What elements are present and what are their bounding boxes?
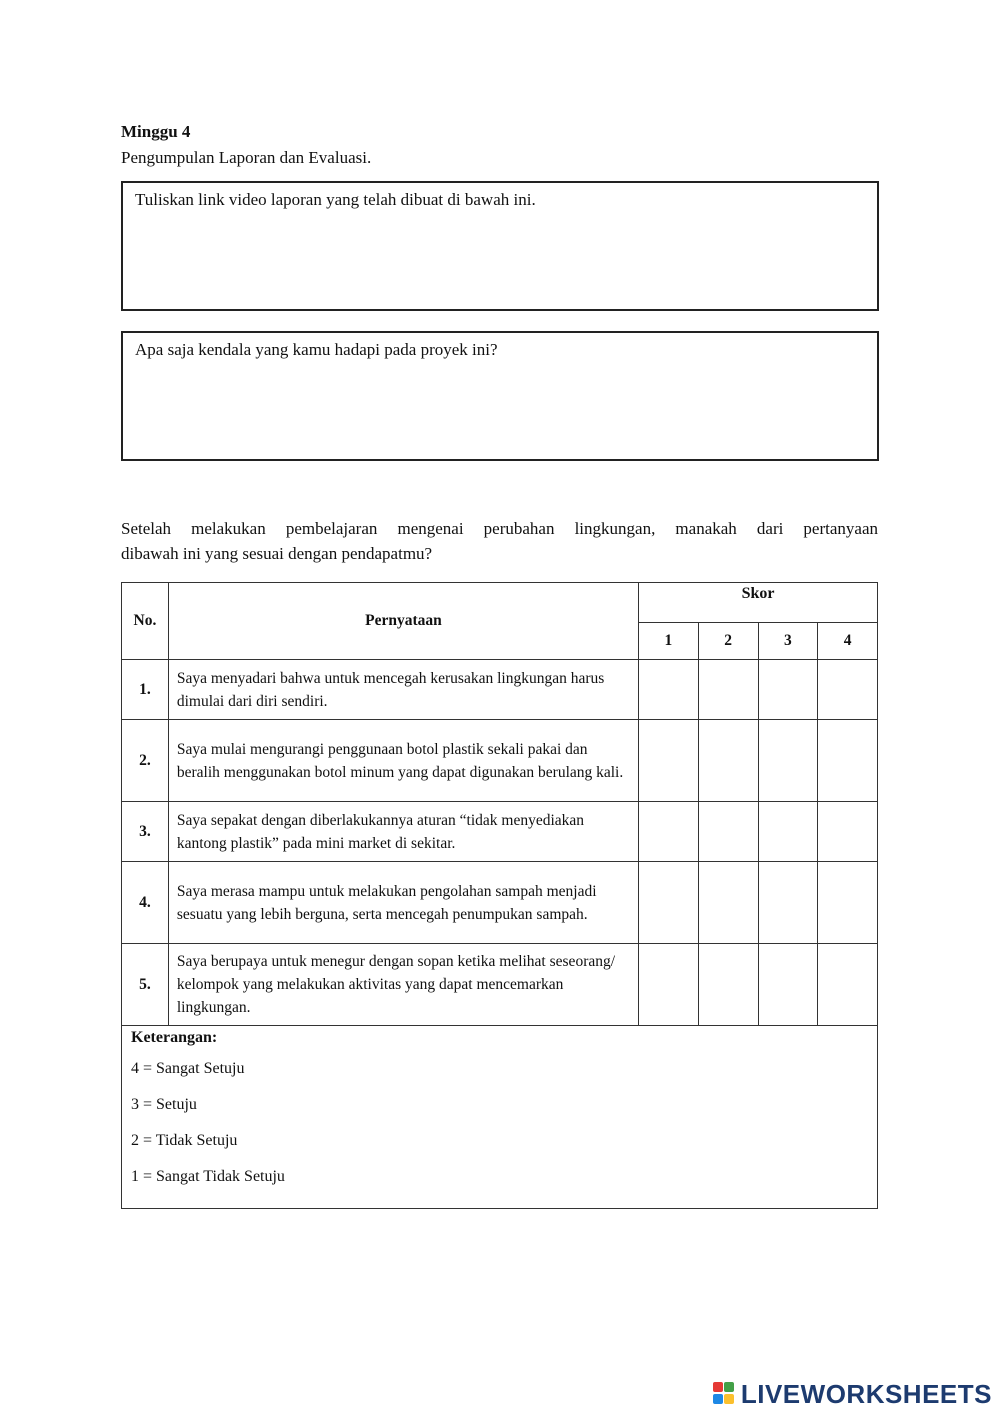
score-cell-1[interactable] <box>639 720 699 802</box>
obstacles-answer-box[interactable] <box>121 331 879 461</box>
obstacles-prompt: Apa saja kendala yang kamu hadapi pada proyek ini? <box>135 340 498 359</box>
table-row <box>122 802 878 862</box>
table-row <box>122 862 878 944</box>
row-number: 4. <box>122 862 169 944</box>
score-cell-4[interactable] <box>818 862 878 944</box>
score-cell-3[interactable] <box>758 802 818 862</box>
score-cell-4[interactable] <box>818 944 878 1026</box>
legend-item: 3 = Setuju <box>131 1096 197 1113</box>
score-level-1: 1 <box>639 623 699 660</box>
brand-name: LIVEWORKSHEETS <box>740 1378 992 1409</box>
score-cell-1[interactable] <box>639 862 699 944</box>
row-statement: Saya berupaya untuk menegur dengan sopan ketika melihat seseorang/ kelompok yang melakukan aktivitas yang dapat mencemarkan lingkungan. <box>168 944 638 1026</box>
score-cell-2[interactable] <box>698 944 758 1026</box>
score-level-3: 3 <box>758 623 818 660</box>
video-link-prompt: Tuliskan link video laporan yang telah dibuat di bawah ini. <box>135 190 536 209</box>
header-no: No. <box>122 583 169 660</box>
score-cell-3[interactable] <box>758 660 818 720</box>
page-title: Minggu 4 <box>121 122 191 141</box>
row-number: 2. <box>122 720 169 802</box>
legend-item: 1 = Sangat Tidak Setuju <box>131 1168 285 1185</box>
header-score: Skor <box>639 583 878 623</box>
score-cell-3[interactable] <box>758 720 818 802</box>
score-cell-2[interactable] <box>698 720 758 802</box>
row-number: 3. <box>122 802 169 862</box>
score-cell-1[interactable] <box>639 802 699 862</box>
video-link-answer-box[interactable] <box>121 181 879 311</box>
score-cell-1[interactable] <box>639 944 699 1026</box>
row-number: 1. <box>122 660 169 720</box>
score-cell-2[interactable] <box>698 660 758 720</box>
score-cell-2[interactable] <box>698 862 758 944</box>
table-row <box>122 660 878 720</box>
row-statement: Saya mulai mengurangi penggunaan botol plastik sekali pakai dan beralih menggunakan botol minum yang dapat digunakan berulang kali. <box>168 720 638 802</box>
table-row <box>122 944 878 1026</box>
liveworksheets-brand <box>713 1380 992 1408</box>
legend-row <box>122 1026 878 1209</box>
legend-cell <box>122 1026 878 1209</box>
row-number: 5. <box>122 944 169 1026</box>
row-statement: Saya merasa mampu untuk melakukan pengolahan sampah menjadi sesuatu yang lebih berguna, serta mencegah penumpukan sampah. <box>168 862 638 944</box>
survey-intro <box>121 516 878 566</box>
score-cell-2[interactable] <box>698 802 758 862</box>
table-header-row <box>122 583 878 623</box>
header-statement: Pernyataan <box>168 583 638 660</box>
liveworksheets-logo-icon <box>713 1382 735 1406</box>
score-cell-4[interactable] <box>818 660 878 720</box>
table-row <box>122 720 878 802</box>
score-cell-1[interactable] <box>639 660 699 720</box>
legend-item: 4 = Sangat Setuju <box>131 1060 245 1077</box>
legend-item: 2 = Tidak Setuju <box>131 1132 238 1149</box>
page-subtitle: Pengumpulan Laporan dan Evaluasi. <box>121 148 372 167</box>
score-cell-3[interactable] <box>758 862 818 944</box>
score-cell-4[interactable] <box>818 720 878 802</box>
survey-intro-line-2: dibawah ini yang sesuai dengan pendapatmu? <box>121 544 433 563</box>
legend-title: Keterangan: <box>131 1029 218 1046</box>
row-statement: Saya sepakat dengan diberlakukannya aturan “tidak menyediakan kantong plastik” pada mini market di sekitar. <box>168 802 638 862</box>
score-cell-3[interactable] <box>758 944 818 1026</box>
survey-table <box>121 582 878 1209</box>
score-level-2: 2 <box>698 623 758 660</box>
survey-intro-line-1: Setelah melakukan pembelajaran mengenai perubahan lingkungan, manakah dari pertanyaan <box>121 519 878 538</box>
score-cell-4[interactable] <box>818 802 878 862</box>
score-level-4: 4 <box>818 623 878 660</box>
row-statement: Saya menyadari bahwa untuk mencegah kerusakan lingkungan harus dimulai dari diri sendiri. <box>168 660 638 720</box>
